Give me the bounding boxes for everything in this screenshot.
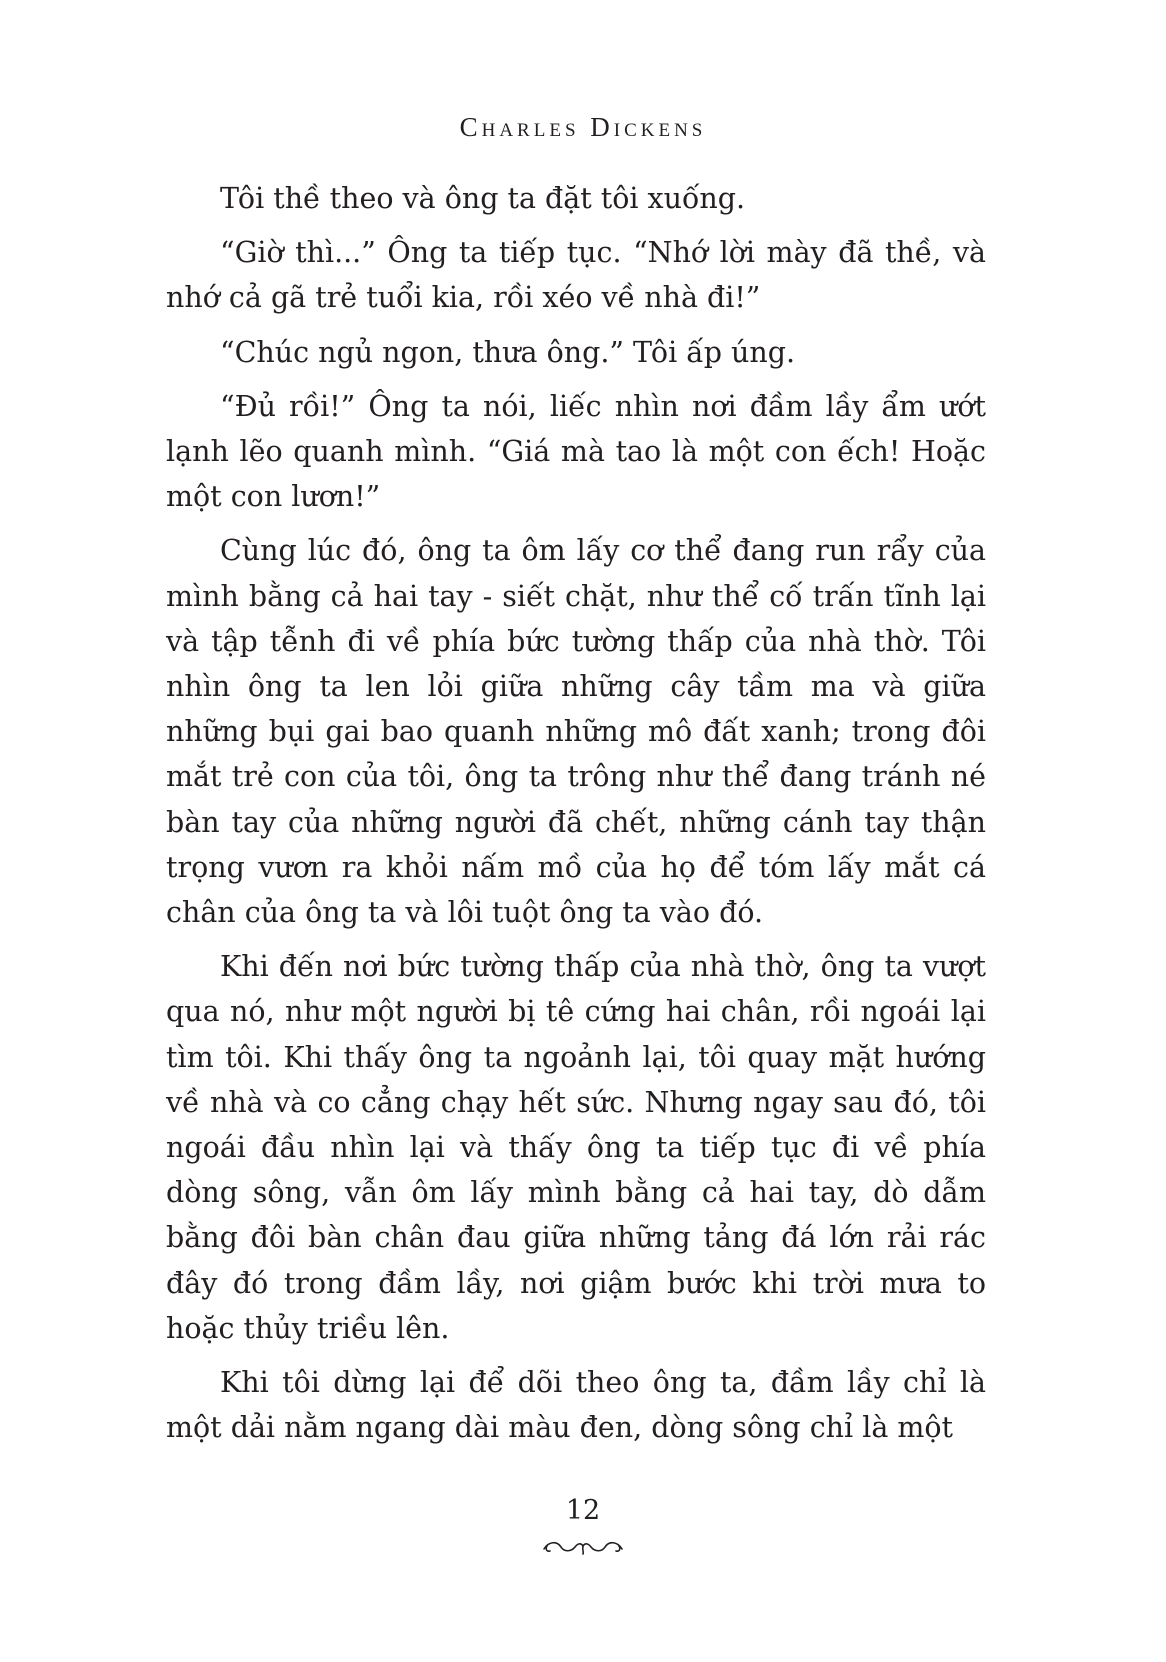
paragraph: “Chúc ngủ ngon, thưa ông.” Tôi ấp úng. (220, 335, 796, 369)
running-header-author: Charles Dickens (459, 112, 707, 142)
paragraph: Khi tôi dừng lại để dõi theo ông ta, đầm lầy chỉ là một dải nằm ngang dài màu đen, dòng sông chỉ là một (166, 1366, 986, 1445)
paragraph: “Đủ rồi!” Ông ta nói, liếc nhìn nơi đầm lầy ẩm ướt lạnh lẽo quanh mình. “Giá mà tao là một con ếch! Hoặc một con lươn!” (166, 389, 986, 514)
paragraph: Tôi thề theo và ông ta đặt tôi xuống. (220, 182, 746, 215)
flourish-ornament-icon (541, 1536, 625, 1558)
paragraph: Khi đến nơi bức tường thấp của nhà thờ, ông ta vượt qua nó, như một người bị tê cứng hai chân, rồi ngoái lại tìm tôi. Khi thấy ông ta ngoảnh lại, tôi quay mặt hướng về nhà và co cẳng chạy hết sức. Nhưng ngay sau đó, tôi ngoái đầu nhìn lại và thấy ông ta tiếp tục đi về phía dòng sông, vẫn ôm lấy mình bằng cả hai tay, dò dẫm bằng đôi bàn chân đau giữa những tảng đá lớn rải rác đây đó trong đầm lầy, nơi giậm bước khi trời mưa to hoặc thủy triều lên. (166, 950, 986, 1345)
body-text (166, 176, 986, 1459)
page-number: 12 (565, 1495, 601, 1526)
paragraph: Cùng lúc đó, ông ta ôm lấy cơ thể đang run rẩy của mình bằng cả hai tay - siết chặt, như thể cố trấn tĩnh lại và tập tễnh đi về phía bức tường thấp của nhà thờ. Tôi nhìn ông ta len lỏi giữa những cây tầm ma và giữa những bụi gai bao quanh những mô đất xanh; trong đôi mắt trẻ con của tôi, ông ta trông như thể đang tránh né bàn tay của những người đã chết, những cánh tay thận trọng vươn ra khỏi nấm mồ của họ để tóm lấy mắt cá chân của ông ta và lôi tuột ông ta vào đó. (166, 534, 986, 930)
paragraph: “Giờ thì...” Ông ta tiếp tục. “Nhớ lời mày đã thề, và nhớ cả gã trẻ tuổi kia, rồi xéo về nhà đi!” (166, 236, 986, 315)
